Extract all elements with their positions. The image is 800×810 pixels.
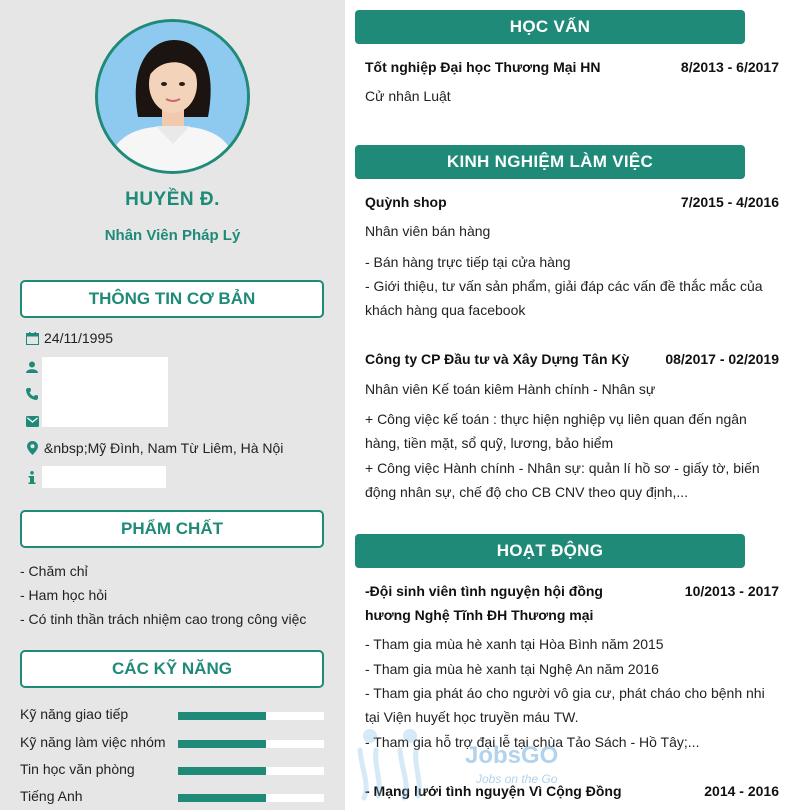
job-description-line: + Công việc kế toán : thực hiện nghiệp vụ liên quan đến ngân (365, 411, 747, 427)
activity-title: -Đội sinh viên tình nguyện hội đồng (365, 583, 603, 599)
section-title-skills: CÁC KỸ NĂNG (20, 650, 324, 688)
watermark-brand: JobsGO (465, 742, 559, 769)
profile-name: HUYỀN Đ. (125, 189, 220, 210)
skill-label: Tin học văn phòng (20, 761, 135, 777)
redacted-contact-block (42, 357, 168, 427)
job-position: Nhân viên bán hàng (365, 223, 491, 239)
quality-item: - Chăm chỉ (20, 563, 88, 579)
skill-label: Kỹ năng làm việc nhóm (20, 734, 166, 750)
job-company: Quỳnh shop (365, 194, 447, 210)
phone-icon (24, 386, 40, 402)
section-title-qualities: PHẨM CHẤT (20, 510, 324, 548)
info-address (24, 436, 283, 460)
info-dob (24, 326, 113, 350)
info-phone (24, 382, 44, 406)
info-address-value: &nbsp;Mỹ Đình, Nam Từ Liêm, Hà Nội (44, 440, 284, 456)
job-date: 08/2017 - 02/2019 (665, 351, 779, 367)
skill-bar-fill (178, 767, 266, 775)
activity-description-line: - Tham gia mùa hè xanh tại Hòa Bình năm 2015 (365, 636, 664, 652)
skill-bar (178, 794, 324, 802)
map-pin-icon (24, 440, 40, 456)
skill-bar-fill (178, 794, 266, 802)
education-date: 8/2013 - 6/2017 (680, 59, 779, 75)
skill-label: Kỹ năng giao tiếp (20, 706, 129, 722)
activity-date: 10/2013 - 2017 (684, 583, 779, 599)
skill-bar-fill (178, 712, 266, 720)
activity-date: 2014 - 2016 (704, 783, 779, 799)
info-icon (24, 469, 40, 485)
info-gender (24, 355, 44, 379)
activity-description-line: - Tham gia phát áo cho người vô gia cư, phát cháo cho bệnh nhi (365, 685, 765, 701)
activity-title: - Mạng lưới tình nguyện Vì Cộng Đồng (365, 783, 622, 799)
info-email (24, 409, 44, 433)
job-date: 7/2015 - 4/2016 (680, 194, 779, 210)
info-dob-value: 24/11/1995 (44, 330, 114, 346)
profile-photo (95, 19, 250, 174)
redacted-other-info (42, 466, 166, 488)
activity-title: hương Nghệ Tĩnh ĐH Thương mại (365, 607, 594, 623)
quality-item: - Ham học hỏi (20, 587, 108, 603)
activity-description-line: - Tham gia hỗ trợ đại lễ tại chùa Tảo Sách - Hồ Tây;... (365, 734, 700, 750)
skill-bar (178, 712, 324, 720)
skill-bar-fill (178, 740, 266, 748)
section-title-experience: KINH NGHIỆM LÀM VIỆC (355, 145, 745, 179)
section-title-basic-info: THÔNG TIN CƠ BẢN (20, 280, 324, 318)
email-icon (24, 413, 40, 429)
user-icon (24, 359, 40, 375)
education-degree: Cử nhân Luật (365, 88, 451, 104)
job-position: Nhân viên Kế toán kiêm Hành chính - Nhân sự (365, 381, 656, 397)
job-description-line: hàng, tiền mặt, sổ quỹ, lương, bảo hiểm (365, 435, 614, 451)
watermark-tagline: Jobs on the Go (476, 772, 558, 786)
job-description-line: khách hàng qua facebook (365, 302, 526, 318)
skill-bar (178, 767, 324, 775)
activity-description-line: - Tham gia mùa hè xanh tại Nghệ An năm 2016 (365, 661, 659, 677)
activity-description-line: tại Viện huyết học truyền máu TW. (365, 709, 579, 725)
section-title-activities: HOẠT ĐỘNG (355, 534, 745, 568)
job-description-line: động nhân sự, chế độ cho CB CNV theo quy định,... (365, 484, 689, 500)
job-company: Công ty CP Đầu tư và Xây Dựng Tân Kỳ (365, 351, 630, 367)
calendar-icon (24, 330, 40, 346)
job-description-line: - Giới thiệu, tư vấn sản phẩm, giải đáp các vấn đề thắc mắc của (365, 278, 763, 294)
job-description-line: + Công việc Hành chính - Nhân sự: quản lí hồ sơ - giấy tờ, biến (365, 460, 760, 476)
profile-role: Nhân Viên Pháp Lý (104, 227, 241, 244)
quality-item: - Có tinh thần trách nhiệm cao trong công việc (20, 611, 307, 627)
skill-label: Tiếng Anh (20, 788, 83, 804)
job-description-line: - Bán hàng trực tiếp tại cửa hàng (365, 254, 571, 270)
section-title-education: HỌC VẤN (355, 10, 745, 44)
education-school: Tốt nghiệp Đại học Thương Mại HN (365, 59, 601, 75)
info-other (24, 465, 44, 489)
skill-bar (178, 740, 324, 748)
